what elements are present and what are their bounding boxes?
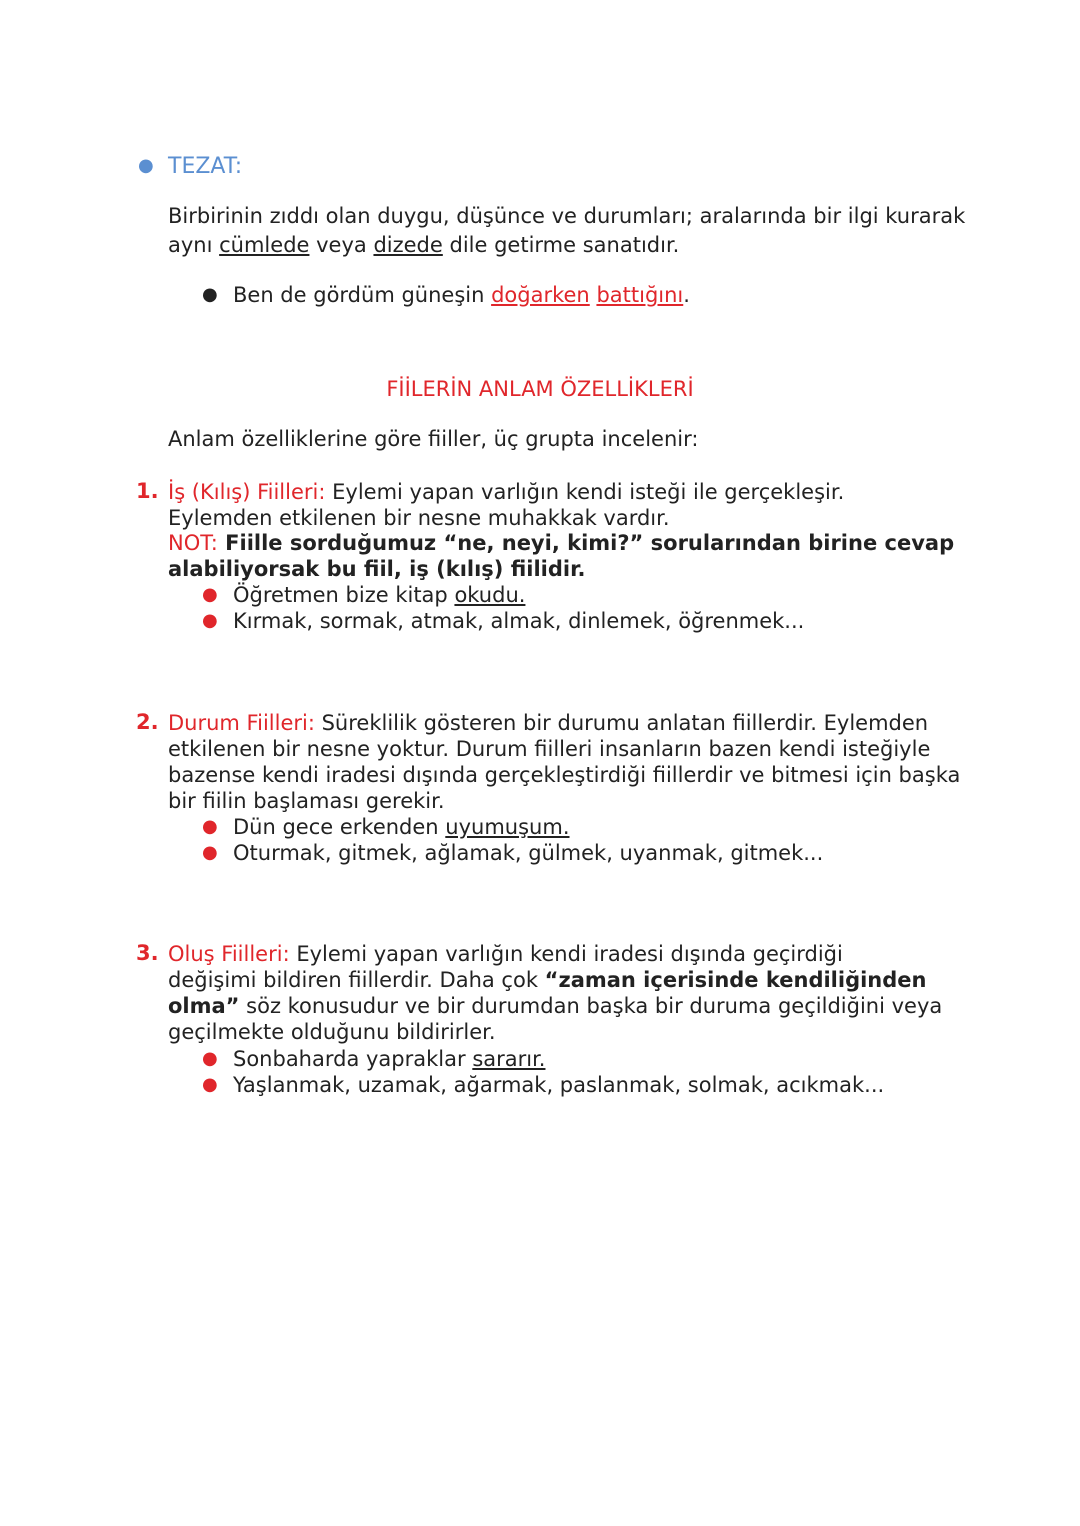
text-span: aynı xyxy=(168,233,220,257)
text-span: Öğretmen bize kitap xyxy=(233,583,455,607)
text-span: Eylemi yapan varlığın kendi isteği ile gerçekleşir. xyxy=(325,480,845,504)
tezat-example xyxy=(233,282,690,308)
text-span: veya xyxy=(309,233,374,257)
durum-line1 xyxy=(168,710,928,736)
tezat-definition-line2 xyxy=(168,232,679,258)
text-span: Eylemi yapan varlığın kendi iradesi dışında geçirdiği xyxy=(289,942,843,966)
olus-example1 xyxy=(233,1046,545,1072)
text-span: Süreklilik gösteren bir durumu anlatan fiillerdir. Eylemden xyxy=(314,711,929,735)
text-span: dile getirme sanatıdır. xyxy=(442,233,680,257)
olus-line4: geçilmekte olduğunu bildirirler. xyxy=(168,1020,496,1044)
bullet-icon: ● xyxy=(202,584,218,605)
is-line2: Eylemden etkilenen bir nesne muhakkak vardır. xyxy=(168,506,670,530)
highlight-word: doğarken xyxy=(491,283,590,307)
note-label: NOT: xyxy=(168,531,218,555)
bullet-icon: ● xyxy=(202,610,218,631)
section-intro: Anlam özelliklerine göre fiiller, üç grupta incelenir: xyxy=(168,427,699,451)
olus-title: Oluş Fiilleri: xyxy=(168,942,290,966)
bullet-icon: ● xyxy=(202,284,218,305)
is-line1 xyxy=(168,479,844,505)
bold-phrase: “zaman içerisinde kendiliğinden xyxy=(544,968,927,992)
text-span: değişimi bildiren fiillerdir. Daha çok xyxy=(168,968,545,992)
durum-example2: Oturmak, gitmek, ağlamak, gülmek, uyanmak, gitmek... xyxy=(233,841,824,865)
durum-line4: bir fiilin başlaması gerekir. xyxy=(168,789,445,813)
underlined-word: uyumuşum. xyxy=(445,815,570,839)
bullet-icon: ● xyxy=(202,816,218,837)
olus-line3 xyxy=(168,993,942,1019)
durum-line2: etkilenen bir nesne yoktur. Durum fiilleri insanların bazen kendi isteğiyle xyxy=(168,737,931,761)
text-span: Ben de gördüm güneşin xyxy=(233,283,492,307)
underlined-word: cümlede xyxy=(219,233,310,257)
underlined-word: okudu. xyxy=(454,583,526,607)
item-number: 1. xyxy=(136,479,159,503)
section-title: FİİLERİN ANLAM ÖZELLİKLERİ xyxy=(386,377,694,401)
olus-line1 xyxy=(168,941,843,967)
text-span: Sonbaharda yapraklar xyxy=(233,1047,473,1071)
underlined-word: dizede xyxy=(373,233,443,257)
item-number: 2. xyxy=(136,710,159,734)
is-note-line2: alabiliyorsak bu fiil, iş (kılış) fiilidir. xyxy=(168,557,586,581)
is-example1 xyxy=(233,582,525,608)
is-example2: Kırmak, sormak, atmak, almak, dinlemek, öğrenmek... xyxy=(233,609,805,633)
highlight-word: battığını xyxy=(596,283,684,307)
bold-phrase: olma” xyxy=(168,994,240,1018)
bullet-icon: ● xyxy=(138,155,154,176)
bullet-icon: ● xyxy=(202,1074,218,1095)
durum-title: Durum Fiilleri: xyxy=(168,711,315,735)
durum-example1 xyxy=(233,814,570,840)
text-span: Dün gece erkenden xyxy=(233,815,446,839)
durum-line3: bazense kendi iradesi dışında gerçekleştirdiği fiillerdir ve bitmesi için başka xyxy=(168,763,961,787)
tezat-heading: TEZAT: xyxy=(168,154,243,179)
item-number: 3. xyxy=(136,941,159,965)
is-note-line1 xyxy=(168,530,954,556)
olus-line2 xyxy=(168,967,927,993)
underlined-word: sararır. xyxy=(472,1047,546,1071)
bullet-icon: ● xyxy=(202,842,218,863)
is-title: İş (Kılış) Fiilleri: xyxy=(168,480,326,504)
olus-example2: Yaşlanmak, uzamak, ağarmak, paslanmak, solmak, acıkmak... xyxy=(233,1073,885,1097)
tezat-definition-line1: Birbirinin zıddı olan duygu, düşünce ve durumları; aralarında bir ilgi kurarak xyxy=(168,204,966,228)
text-span: . xyxy=(683,283,690,307)
text-span: söz konusudur ve bir durumdan başka bir duruma geçildiğini veya xyxy=(239,994,943,1018)
bullet-icon: ● xyxy=(202,1048,218,1069)
text-span: Fiille sorduğumuz “ne, neyi, kimi?” sorularından birine cevap xyxy=(217,531,955,555)
